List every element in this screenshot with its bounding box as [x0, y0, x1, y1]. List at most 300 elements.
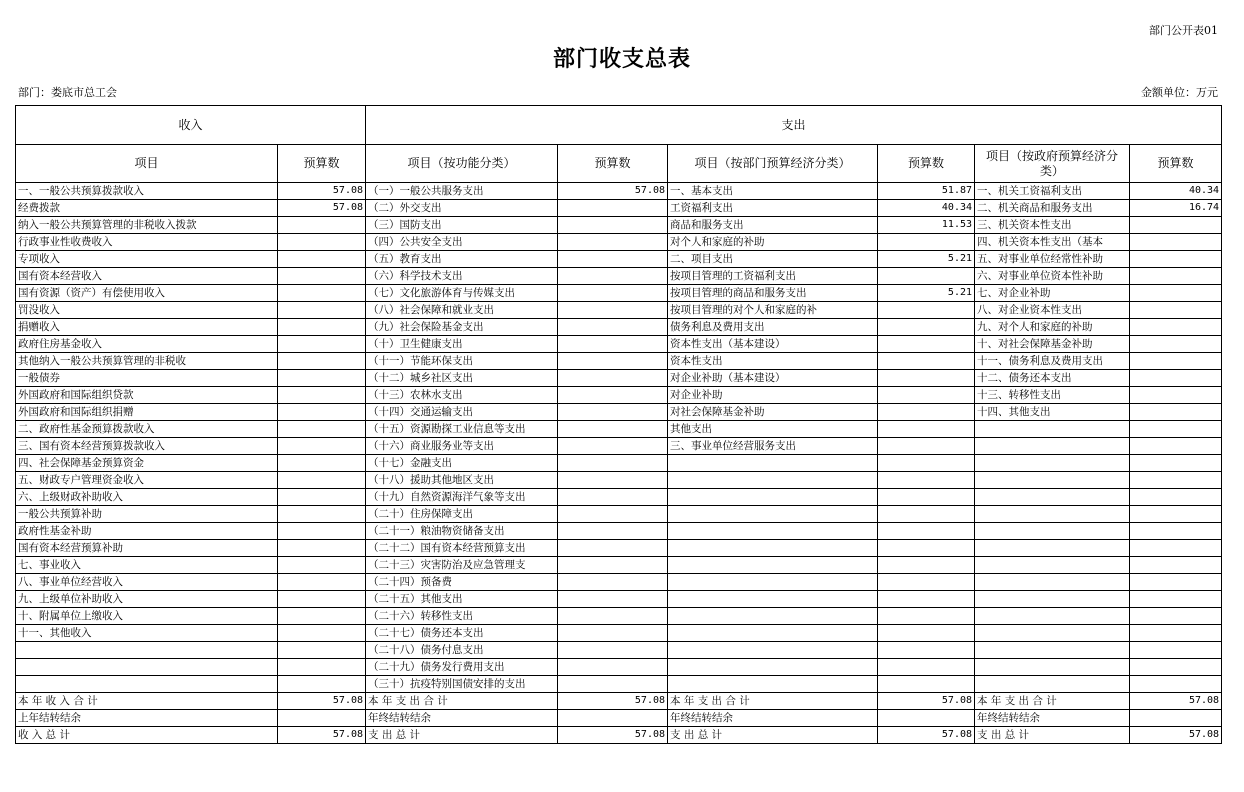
dept-econ-budget [878, 608, 975, 625]
gov-econ-item: 十二、债务还本支出 [975, 370, 1130, 387]
table-row [16, 353, 1222, 370]
dept-econ-item [668, 625, 878, 642]
dept-econ-item [668, 676, 878, 693]
gov-econ-budget [1130, 591, 1222, 608]
table-row [16, 540, 1222, 557]
income-item: 纳入一般公共预算管理的非税收入拨款 [16, 217, 278, 234]
dept-econ-item: 本 年 支 出 合 计 [668, 693, 878, 710]
table-row [16, 285, 1222, 302]
dept-econ-budget [878, 302, 975, 319]
functional-budget [558, 642, 668, 659]
functional-item: （七）文化旅游体育与传媒支出 [366, 285, 558, 302]
income-item: 二、政府性基金预算拨款收入 [16, 421, 278, 438]
dept-econ-budget: 5.21 [878, 251, 975, 268]
col-header-gov-economic: 项目（按政府预算经济分类） [975, 145, 1130, 183]
functional-budget [558, 557, 668, 574]
functional-budget [558, 472, 668, 489]
income-budget [278, 540, 366, 557]
dept-econ-budget [878, 336, 975, 353]
functional-budget [558, 489, 668, 506]
functional-item: （十四）交通运输支出 [366, 404, 558, 421]
functional-item: （十）卫生健康支出 [366, 336, 558, 353]
income-item: 一、一般公共预算拨款收入 [16, 183, 278, 200]
col-header-budget: 预算数 [278, 145, 366, 183]
income-item: 政府性基金补助 [16, 523, 278, 540]
dept-econ-budget [878, 710, 975, 727]
dept-econ-budget [878, 268, 975, 285]
income-budget [278, 710, 366, 727]
gov-econ-item [975, 557, 1130, 574]
table-row [16, 421, 1222, 438]
functional-item: （九）社会保险基金支出 [366, 319, 558, 336]
income-item: 捐赠收入 [16, 319, 278, 336]
col-header-budget: 预算数 [558, 145, 668, 183]
gov-econ-budget [1130, 285, 1222, 302]
gov-econ-item: 六、对事业单位资本性补助 [975, 268, 1130, 285]
functional-item: （二十三）灾害防治及应急管理支 [366, 557, 558, 574]
income-budget [278, 659, 366, 676]
functional-item: 年终结转结余 [366, 710, 558, 727]
gov-econ-budget [1130, 302, 1222, 319]
gov-econ-budget [1130, 472, 1222, 489]
functional-item: （十八）援助其他地区支出 [366, 472, 558, 489]
dept-econ-budget [878, 489, 975, 506]
income-item: 其他纳入一般公共预算管理的非税收 [16, 353, 278, 370]
dept-econ-item: 商品和服务支出 [668, 217, 878, 234]
income-budget [278, 302, 366, 319]
income-budget [278, 591, 366, 608]
dept-econ-item: 对企业补助（基本建设） [668, 370, 878, 387]
dept-econ-budget [878, 659, 975, 676]
dept-econ-item: 三、事业单位经营服务支出 [668, 438, 878, 455]
dept-econ-item: 对社会保障基金补助 [668, 404, 878, 421]
income-item: 三、国有资本经营预算拨款收入 [16, 438, 278, 455]
functional-budget [558, 404, 668, 421]
income-budget [278, 438, 366, 455]
income-budget [278, 353, 366, 370]
gov-econ-item [975, 506, 1130, 523]
dept-econ-budget [878, 455, 975, 472]
income-budget [278, 217, 366, 234]
table-row [16, 557, 1222, 574]
functional-item: （二十一）粮油物资储备支出 [366, 523, 558, 540]
functional-item: （十五）资源勘探工业信息等支出 [366, 421, 558, 438]
table-row [16, 506, 1222, 523]
functional-item: （二十九）债务发行费用支出 [366, 659, 558, 676]
dept-econ-item: 一、基本支出 [668, 183, 878, 200]
gov-econ-item: 十、对社会保障基金补助 [975, 336, 1130, 353]
gov-econ-budget: 40.34 [1130, 183, 1222, 200]
dept-econ-budget [878, 506, 975, 523]
table-row [16, 489, 1222, 506]
gov-econ-budget [1130, 625, 1222, 642]
unit-label: 金额单位：万元 [1141, 86, 1218, 99]
gov-econ-item [975, 540, 1130, 557]
income-budget: 57.08 [278, 183, 366, 200]
dept-econ-budget [878, 319, 975, 336]
functional-budget [558, 421, 668, 438]
table-row [16, 523, 1222, 540]
income-budget [278, 387, 366, 404]
dept-econ-item [668, 659, 878, 676]
functional-budget [558, 336, 668, 353]
income-item: 七、事业收入 [16, 557, 278, 574]
functional-item: （二十五）其他支出 [366, 591, 558, 608]
table-row [16, 336, 1222, 353]
functional-budget [558, 506, 668, 523]
income-budget [278, 523, 366, 540]
income-budget [278, 455, 366, 472]
dept-econ-item: 按项目管理的商品和服务支出 [668, 285, 878, 302]
total-row [16, 693, 1222, 710]
income-budget [278, 319, 366, 336]
functional-budget [558, 353, 668, 370]
functional-item: （八）社会保障和就业支出 [366, 302, 558, 319]
income-item: 经费拨款 [16, 200, 278, 217]
income-item: 收 入 总 计 [16, 727, 278, 744]
gov-econ-item: 七、对企业补助 [975, 285, 1130, 302]
functional-item: （二）外交支出 [366, 200, 558, 217]
col-header-functional: 项目（按功能分类） [366, 145, 558, 183]
functional-item: （二十八）债务付息支出 [366, 642, 558, 659]
income-budget: 57.08 [278, 200, 366, 217]
budget-table [15, 105, 1222, 744]
col-header-budget: 预算数 [1130, 145, 1222, 183]
dept-econ-item: 对个人和家庭的补助 [668, 234, 878, 251]
dept-econ-budget [878, 404, 975, 421]
income-item [16, 642, 278, 659]
functional-budget [558, 438, 668, 455]
income-item: 罚没收入 [16, 302, 278, 319]
income-item: 九、上级单位补助收入 [16, 591, 278, 608]
income-item: 六、上级财政补助收入 [16, 489, 278, 506]
gov-econ-budget [1130, 268, 1222, 285]
gov-econ-item: 年终结转结余 [975, 710, 1130, 727]
income-header: 收入 [16, 106, 366, 145]
functional-item: 支 出 总 计 [366, 727, 558, 744]
gov-econ-budget [1130, 574, 1222, 591]
col-header-budget: 预算数 [878, 145, 975, 183]
income-budget: 57.08 [278, 727, 366, 744]
dept-econ-item: 按项目管理的工资福利支出 [668, 268, 878, 285]
functional-budget [558, 387, 668, 404]
gov-econ-budget [1130, 608, 1222, 625]
income-item: 外国政府和国际组织贷款 [16, 387, 278, 404]
dept-econ-item: 工资福利支出 [668, 200, 878, 217]
dept-econ-budget [878, 387, 975, 404]
functional-budget [558, 217, 668, 234]
functional-budget [558, 540, 668, 557]
dept-econ-budget: 51.87 [878, 183, 975, 200]
gov-econ-budget [1130, 540, 1222, 557]
gov-econ-item: 三、机关资本性支出 [975, 217, 1130, 234]
functional-budget [558, 234, 668, 251]
gov-econ-item [975, 574, 1130, 591]
table-row [16, 438, 1222, 455]
table-row [16, 217, 1222, 234]
functional-budget [558, 200, 668, 217]
functional-item: （三十）抗疫特别国债安排的支出 [366, 676, 558, 693]
functional-item: （四）公共安全支出 [366, 234, 558, 251]
gov-econ-item: 二、机关商品和服务支出 [975, 200, 1130, 217]
income-budget [278, 472, 366, 489]
income-budget [278, 557, 366, 574]
gov-econ-item: 本 年 支 出 合 计 [975, 693, 1130, 710]
income-budget [278, 336, 366, 353]
total-row [16, 727, 1222, 744]
gov-econ-budget [1130, 659, 1222, 676]
income-item: 上年结转结余 [16, 710, 278, 727]
income-budget [278, 574, 366, 591]
gov-econ-item: 十一、债务利息及费用支出 [975, 353, 1130, 370]
dept-econ-item: 债务利息及费用支出 [668, 319, 878, 336]
income-budget [278, 506, 366, 523]
table-row [16, 591, 1222, 608]
table-row [16, 251, 1222, 268]
dept-econ-item [668, 608, 878, 625]
table-row [16, 387, 1222, 404]
dept-econ-budget [878, 421, 975, 438]
income-item: 四、社会保障基金预算资金 [16, 455, 278, 472]
income-budget [278, 642, 366, 659]
dept-econ-budget [878, 676, 975, 693]
income-item: 十、附属单位上缴收入 [16, 608, 278, 625]
functional-item: 本 年 支 出 合 计 [366, 693, 558, 710]
gov-econ-budget [1130, 251, 1222, 268]
table-row [16, 659, 1222, 676]
table-row [16, 268, 1222, 285]
functional-item: （十六）商业服务业等支出 [366, 438, 558, 455]
dept-econ-budget [878, 523, 975, 540]
dept-econ-budget [878, 591, 975, 608]
gov-econ-item [975, 676, 1130, 693]
dept-econ-item: 支 出 总 计 [668, 727, 878, 744]
gov-econ-item [975, 625, 1130, 642]
dept-econ-item: 二、项目支出 [668, 251, 878, 268]
gov-econ-budget [1130, 421, 1222, 438]
gov-econ-item [975, 489, 1130, 506]
gov-econ-item [975, 642, 1130, 659]
functional-budget [558, 608, 668, 625]
dept-econ-budget [878, 472, 975, 489]
income-budget [278, 268, 366, 285]
functional-item: （十九）自然资源海洋气象等支出 [366, 489, 558, 506]
dept-econ-item [668, 455, 878, 472]
form-code: 部门公开表01 [1149, 24, 1218, 37]
department-label: 部门：娄底市总工会 [18, 86, 117, 99]
gov-econ-item [975, 421, 1130, 438]
income-budget [278, 404, 366, 421]
income-item: 国有资源（资产）有偿使用收入 [16, 285, 278, 302]
dept-econ-item: 按项目管理的对个人和家庭的补 [668, 302, 878, 319]
gov-econ-item [975, 659, 1130, 676]
dept-econ-item [668, 506, 878, 523]
gov-econ-budget [1130, 506, 1222, 523]
income-item: 一般债券 [16, 370, 278, 387]
table-row [16, 608, 1222, 625]
table-row [16, 200, 1222, 217]
income-item: 八、事业单位经营收入 [16, 574, 278, 591]
dept-econ-budget [878, 574, 975, 591]
functional-item: （二十）住房保障支出 [366, 506, 558, 523]
functional-budget [558, 285, 668, 302]
functional-budget [558, 659, 668, 676]
dept-econ-budget: 5.21 [878, 285, 975, 302]
gov-econ-budget [1130, 557, 1222, 574]
income-item: 本 年 收 入 合 计 [16, 693, 278, 710]
dept-econ-budget: 57.08 [878, 693, 975, 710]
gov-econ-budget [1130, 370, 1222, 387]
dept-econ-item [668, 523, 878, 540]
dept-econ-item: 其他支出 [668, 421, 878, 438]
gov-econ-item: 十三、转移性支出 [975, 387, 1130, 404]
functional-item: （十七）金融支出 [366, 455, 558, 472]
functional-item: （五）教育支出 [366, 251, 558, 268]
dept-econ-budget [878, 353, 975, 370]
dept-econ-item [668, 642, 878, 659]
dept-econ-budget [878, 642, 975, 659]
col-header-dept-economic: 项目（按部门预算经济分类） [668, 145, 878, 183]
functional-budget [558, 710, 668, 727]
header-row-columns [16, 145, 1222, 183]
income-item: 十一、其他收入 [16, 625, 278, 642]
table-row [16, 234, 1222, 251]
functional-item: （二十七）债务还本支出 [366, 625, 558, 642]
dept-econ-item [668, 472, 878, 489]
dept-econ-item [668, 557, 878, 574]
dept-econ-item: 资本性支出（基本建设） [668, 336, 878, 353]
gov-econ-item [975, 438, 1130, 455]
dept-econ-item [668, 489, 878, 506]
dept-econ-item: 资本性支出 [668, 353, 878, 370]
dept-econ-item [668, 540, 878, 557]
functional-item: （一）一般公共服务支出 [366, 183, 558, 200]
functional-item: （十一）节能环保支出 [366, 353, 558, 370]
gov-econ-budget [1130, 489, 1222, 506]
gov-econ-budget [1130, 438, 1222, 455]
income-item: 一般公共预算补助 [16, 506, 278, 523]
table-row [16, 302, 1222, 319]
dept-econ-budget: 11.53 [878, 217, 975, 234]
functional-item: （二十六）转移性支出 [366, 608, 558, 625]
income-budget [278, 234, 366, 251]
functional-item: （二十二）国有资本经营预算支出 [366, 540, 558, 557]
income-budget [278, 676, 366, 693]
functional-budget [558, 251, 668, 268]
gov-econ-item [975, 591, 1130, 608]
gov-econ-item: 支 出 总 计 [975, 727, 1130, 744]
functional-budget: 57.08 [558, 693, 668, 710]
income-item [16, 659, 278, 676]
income-budget [278, 251, 366, 268]
table-row [16, 574, 1222, 591]
col-header-item: 项目 [16, 145, 278, 183]
table-row [16, 370, 1222, 387]
functional-budget [558, 455, 668, 472]
dept-econ-budget [878, 234, 975, 251]
gov-econ-item: 八、对企业资本性支出 [975, 302, 1130, 319]
functional-budget: 57.08 [558, 727, 668, 744]
income-item [16, 676, 278, 693]
gov-econ-item: 五、对事业单位经常性补助 [975, 251, 1130, 268]
dept-econ-budget: 40.34 [878, 200, 975, 217]
income-item: 专项收入 [16, 251, 278, 268]
income-budget [278, 285, 366, 302]
dept-econ-budget [878, 438, 975, 455]
table-row [16, 183, 1222, 200]
functional-budget [558, 268, 668, 285]
income-item: 国有资本经营预算补助 [16, 540, 278, 557]
gov-econ-budget [1130, 404, 1222, 421]
dept-econ-budget [878, 370, 975, 387]
income-item: 国有资本经营收入 [16, 268, 278, 285]
income-budget [278, 370, 366, 387]
table-row [16, 319, 1222, 336]
functional-item: （十三）农林水支出 [366, 387, 558, 404]
dept-econ-item: 年终结转结余 [668, 710, 878, 727]
income-item: 行政事业性收费收入 [16, 234, 278, 251]
dept-econ-budget: 57.08 [878, 727, 975, 744]
income-budget [278, 421, 366, 438]
dept-econ-item [668, 574, 878, 591]
gov-econ-budget [1130, 642, 1222, 659]
expense-header: 支出 [366, 106, 1222, 145]
gov-econ-item: 九、对个人和家庭的补助 [975, 319, 1130, 336]
dept-econ-budget [878, 540, 975, 557]
gov-econ-budget: 57.08 [1130, 727, 1222, 744]
gov-econ-budget [1130, 353, 1222, 370]
gov-econ-budget [1130, 336, 1222, 353]
gov-econ-budget [1130, 676, 1222, 693]
functional-budget [558, 625, 668, 642]
functional-budget: 57.08 [558, 183, 668, 200]
table-row [16, 642, 1222, 659]
functional-budget [558, 591, 668, 608]
gov-econ-item: 十四、其他支出 [975, 404, 1130, 421]
functional-budget [558, 676, 668, 693]
gov-econ-budget [1130, 455, 1222, 472]
gov-econ-budget [1130, 710, 1222, 727]
functional-budget [558, 574, 668, 591]
gov-econ-budget: 16.74 [1130, 200, 1222, 217]
table-row [16, 676, 1222, 693]
functional-item: （十二）城乡社区支出 [366, 370, 558, 387]
gov-econ-budget [1130, 387, 1222, 404]
gov-econ-item [975, 523, 1130, 540]
functional-budget [558, 523, 668, 540]
income-budget [278, 625, 366, 642]
gov-econ-item [975, 455, 1130, 472]
table-row [16, 455, 1222, 472]
functional-item: （三）国防支出 [366, 217, 558, 234]
dept-econ-item: 对企业补助 [668, 387, 878, 404]
income-item: 外国政府和国际组织捐赠 [16, 404, 278, 421]
income-item: 五、财政专户管理资金收入 [16, 472, 278, 489]
gov-econ-item: 四、机关资本性支出（基本 [975, 234, 1130, 251]
header-row-group [16, 106, 1222, 145]
dept-econ-item [668, 591, 878, 608]
gov-econ-budget [1130, 319, 1222, 336]
gov-econ-budget [1130, 523, 1222, 540]
gov-econ-item: 一、机关工资福利支出 [975, 183, 1130, 200]
gov-econ-budget: 57.08 [1130, 693, 1222, 710]
table-row [16, 404, 1222, 421]
page-title: 部门收支总表 [552, 47, 691, 72]
table-row [16, 472, 1222, 489]
income-item: 政府住房基金收入 [16, 336, 278, 353]
functional-budget [558, 302, 668, 319]
table-row [16, 625, 1222, 642]
